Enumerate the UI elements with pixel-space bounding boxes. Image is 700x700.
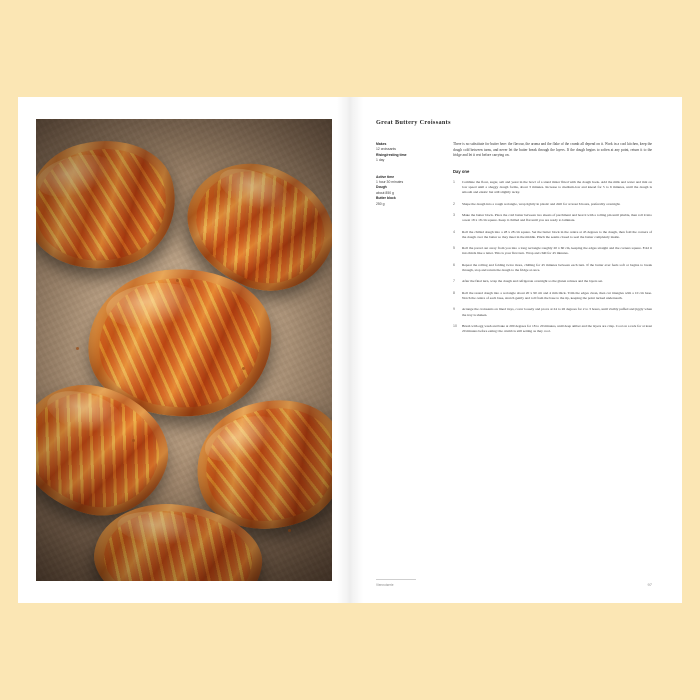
crumb — [242, 367, 245, 370]
step-item: Make the butter block. Place the cold butter between two sheets of parchment and beat it with a rolling pin until pliable, then roll it into a neat 18 x 18 cm square. Keep it chilled and flat until you are ready to laminate. — [462, 212, 652, 223]
right-page — [350, 97, 682, 603]
recipe-body — [453, 142, 652, 340]
meta-value: 250 g — [376, 201, 385, 206]
meta-value: 1 day — [376, 158, 385, 163]
meta-label: Dough — [376, 185, 387, 190]
step-item: Shape the dough into a rough rectangle, wrap tightly in plastic and chill for at least 6 hours, preferably overnight. — [462, 201, 621, 206]
meta-label: Butter block — [376, 196, 396, 201]
crumb — [176, 279, 179, 282]
open-book — [18, 97, 682, 603]
step-item: Arrange the croissants on lined trays, cover loosely and prove at 24 to 26 degrees for 2 to 3 hours, until visibly puffed and jiggly when the tray is shaken. — [462, 307, 652, 317]
step-item: Repeat the rolling and folding twice more, chilling for 45 minutes between each turn. If the butter ever feels soft or begins to break through, stop and return the dough to the fridge at once. — [462, 262, 652, 273]
page-title: Great Buttery Croissants — [376, 119, 451, 126]
crumb — [132, 439, 135, 442]
meta-value: 1 hour 30 minutes — [376, 180, 404, 185]
meta-label: Active time — [376, 174, 395, 179]
meta-label: Rising/resting time — [376, 152, 407, 157]
meta-value: 12 croissants — [376, 147, 396, 152]
page-footer — [376, 579, 652, 587]
step-item: Combine the flour, sugar, salt and yeast in the bowl of a stand mixer fitted with the dough hook. Add the milk and water and mix on low speed until a shaggy dough forms, about 3 minutes. Increase to medium-low and knead for 5 to 6 minutes, until the dough is smooth and elastic but still slightly tacky. — [462, 179, 652, 195]
footer-note: Viennoiserie — [376, 579, 416, 587]
meta-label: Makes — [376, 142, 387, 146]
step-item: Roll the rested dough into a rectangle about 20 x 90 cm and 4 mm thick. Trim the edges clean, then cut triangles with a 10 cm base. Notch the centre of each base, stretch gently and roll from the base to the tip, keeping the point tucked underneath. — [462, 290, 652, 300]
meta-group-timing — [376, 175, 440, 207]
meta-value: about 850 g — [376, 190, 394, 195]
croissants-photo — [36, 119, 332, 581]
steps-heading: Day one — [453, 168, 470, 174]
step-item: Roll the parcel out away from you into a long rectangle roughly 20 x 60 cm, keeping the edges straight and the corners square. Fold it into thirds like a letter. This is your first turn. Wrap and chill for 45 minutes. — [462, 246, 652, 256]
recipe-meta — [376, 142, 440, 340]
step-item: Brush with egg wash and bake at 200 degrees for 18 to 20 minutes, until deep amber and the layers are crisp. Cool on a rack for at least 20 minutes before eating: the crumb is still setting as they cool. — [462, 323, 652, 334]
recipe-intro: There is no substitute for butter here: the flavour, the aroma and the flake of the crumb all depend on it. Work in a cool kitchen, keep the dough cold between turns, and never let the butter break through the layers. If the dough begins to soften at any point, return it to the fridge and let it rest before carrying on. — [453, 142, 652, 158]
step-item: Roll the chilled dough into a 28 x 28 cm square. Set the butter block in the centre at 45 degrees to the dough, then fold the corners of the dough over the butter so they meet in the middle. Pinch the seams closed to seal the butter completely inside. — [462, 229, 652, 239]
meta-group-yield — [376, 142, 440, 164]
step-item: After the final turn, wrap the dough and refrigerate overnight so the gluten relaxes and the layers set. — [462, 279, 604, 284]
crumb — [76, 347, 79, 350]
recipe-columns — [376, 142, 652, 340]
steps-list — [453, 180, 652, 335]
left-page — [18, 97, 350, 603]
page-number: 97 — [647, 582, 652, 587]
crumb — [288, 529, 291, 532]
